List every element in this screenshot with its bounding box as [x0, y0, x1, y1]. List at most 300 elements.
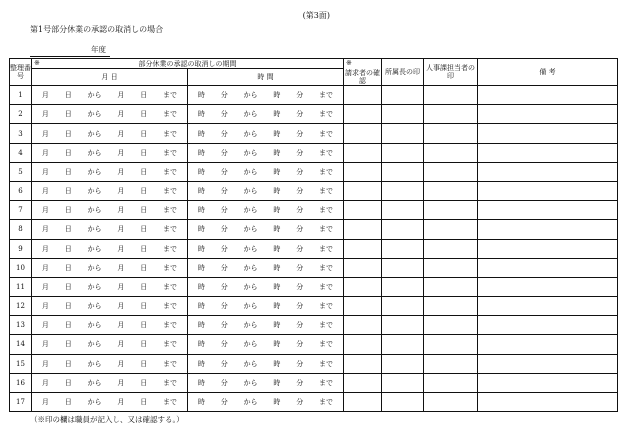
time-token: 分 [220, 282, 228, 291]
time-token: 分 [296, 110, 304, 119]
dept-head-seal-cell[interactable] [382, 239, 424, 258]
remarks-cell[interactable] [478, 143, 618, 162]
remarks-cell[interactable] [478, 335, 618, 354]
time-token: 時 [197, 397, 205, 406]
time-token: 分 [296, 167, 304, 176]
dept-head-seal-cell[interactable] [382, 392, 424, 411]
time-token: まで [319, 110, 334, 119]
time-token: 分 [296, 397, 304, 406]
row-number: 13 [10, 316, 32, 335]
date-token: 月 [117, 225, 125, 234]
row-number: 9 [10, 239, 32, 258]
row-number: 8 [10, 220, 32, 239]
date-token: 日 [64, 167, 72, 176]
time-token: 時 [197, 110, 205, 119]
remarks-cell[interactable] [478, 258, 618, 277]
hr-seal-cell[interactable] [424, 335, 478, 354]
date-token: 日 [140, 148, 148, 157]
table-row [10, 124, 618, 143]
time-token: 時 [273, 378, 281, 387]
table-row [10, 239, 618, 258]
date-range-cell[interactable] [32, 316, 188, 335]
dept-head-seal-cell[interactable] [382, 316, 424, 335]
time-range-cell[interactable] [188, 162, 344, 181]
date-range-cell[interactable] [32, 143, 188, 162]
time-token: 時 [197, 187, 205, 196]
requester-confirm-cell[interactable] [344, 335, 382, 354]
date-token: から [87, 167, 102, 176]
date-token: まで [163, 244, 178, 253]
time-token: 分 [296, 340, 304, 349]
time-token: まで [319, 340, 334, 349]
table-row [10, 220, 618, 239]
time-token: 分 [296, 282, 304, 291]
date-token: から [87, 282, 102, 291]
date-token: から [87, 148, 102, 157]
time-token: 時 [197, 244, 205, 253]
hr-seal-cell[interactable] [424, 105, 478, 124]
date-range-cell[interactable] [32, 335, 188, 354]
date-token: から [87, 359, 102, 368]
time-range-cell[interactable] [188, 373, 344, 392]
date-token: まで [163, 359, 178, 368]
time-token: 分 [220, 244, 228, 253]
requester-confirm-cell[interactable] [344, 277, 382, 296]
date-token: 日 [64, 359, 72, 368]
dept-head-seal-cell[interactable] [382, 277, 424, 296]
time-token: まで [319, 148, 334, 157]
requester-confirm-cell[interactable] [344, 124, 382, 143]
remarks-cell[interactable] [478, 182, 618, 201]
date-token: 日 [64, 302, 72, 311]
row-number-header: 整理番号 [10, 59, 32, 86]
remarks-cell[interactable] [478, 316, 618, 335]
time-token: 時 [273, 187, 281, 196]
row-number: 15 [10, 354, 32, 373]
time-token: から [243, 359, 258, 368]
time-token: 時 [197, 340, 205, 349]
time-range-cell[interactable] [188, 297, 344, 316]
time-token: まで [319, 91, 334, 100]
time-token: 時 [273, 129, 281, 138]
table-row [10, 105, 618, 124]
time-token: 分 [296, 244, 304, 253]
time-range-cell[interactable] [188, 316, 344, 335]
time-token: 時 [273, 302, 281, 311]
time-token: 時 [273, 206, 281, 215]
hr-seal-cell[interactable] [424, 143, 478, 162]
date-token: 月 [117, 244, 125, 253]
time-token: 時 [273, 282, 281, 291]
date-token: 日 [140, 263, 148, 272]
date-token: まで [163, 263, 178, 272]
remarks-cell[interactable] [478, 392, 618, 411]
time-token: 分 [220, 225, 228, 234]
date-token: 日 [140, 129, 148, 138]
requester-confirm-cell[interactable] [344, 182, 382, 201]
time-token: 分 [296, 302, 304, 311]
requester-confirm-cell[interactable] [344, 239, 382, 258]
time-range-cell[interactable] [188, 86, 344, 105]
date-token: まで [163, 148, 178, 157]
time-token: 分 [296, 263, 304, 272]
date-range-cell[interactable] [32, 162, 188, 181]
hr-seal-cell[interactable] [424, 239, 478, 258]
time-token: から [243, 263, 258, 272]
time-token: 時 [197, 302, 205, 311]
time-token: から [243, 91, 258, 100]
date-column-header: 月 日 [32, 69, 188, 86]
time-range-cell[interactable] [188, 220, 344, 239]
hr-seal-cell[interactable] [424, 182, 478, 201]
table-row [10, 258, 618, 277]
table-row [10, 201, 618, 220]
date-token: から [87, 321, 102, 330]
time-token: 時 [273, 167, 281, 176]
time-range-cell[interactable] [188, 105, 344, 124]
date-range-cell[interactable] [32, 86, 188, 105]
time-range-cell[interactable] [188, 201, 344, 220]
date-token: 日 [140, 302, 148, 311]
time-token: 時 [273, 225, 281, 234]
time-token: 時 [273, 263, 281, 272]
requester-confirm-cell[interactable] [344, 316, 382, 335]
date-token: まで [163, 187, 178, 196]
hr-seal-cell[interactable] [424, 354, 478, 373]
date-token: まで [163, 378, 178, 387]
dept-head-seal-cell[interactable] [382, 354, 424, 373]
date-token: 日 [64, 321, 72, 330]
date-range-cell[interactable] [32, 277, 188, 296]
date-token: まで [163, 397, 178, 406]
time-token: 時 [273, 91, 281, 100]
requester-confirm-cell[interactable] [344, 86, 382, 105]
time-token: 分 [220, 167, 228, 176]
date-token: 日 [64, 282, 72, 291]
page-number: (第3面) [302, 11, 330, 20]
time-token: まで [319, 206, 334, 215]
remarks-cell[interactable] [478, 239, 618, 258]
hr-seal-cell[interactable] [424, 220, 478, 239]
time-range-cell[interactable] [188, 239, 344, 258]
time-range-cell[interactable] [188, 143, 344, 162]
date-token: から [87, 187, 102, 196]
time-token: から [243, 302, 258, 311]
hr-seal-cell[interactable] [424, 201, 478, 220]
date-token: から [87, 378, 102, 387]
time-token: から [243, 340, 258, 349]
dept-head-seal-cell[interactable] [382, 258, 424, 277]
remarks-cell[interactable] [478, 86, 618, 105]
time-token: から [243, 378, 258, 387]
time-token: から [243, 321, 258, 330]
time-token: 時 [197, 321, 205, 330]
row-number: 2 [10, 105, 32, 124]
time-token: 分 [220, 148, 228, 157]
remarks-cell[interactable] [478, 297, 618, 316]
hr-seal-cell[interactable] [424, 392, 478, 411]
date-token: 月 [117, 321, 125, 330]
dept-head-seal-cell[interactable] [382, 182, 424, 201]
time-token: から [243, 110, 258, 119]
date-token: 日 [64, 187, 72, 196]
date-token: 月 [117, 167, 125, 176]
date-token: 日 [140, 282, 148, 291]
date-token: から [87, 263, 102, 272]
row-number: 17 [10, 392, 32, 411]
time-range-cell[interactable] [188, 277, 344, 296]
fiscal-year-label: 年度 [91, 45, 106, 54]
date-token: 月 [117, 206, 125, 215]
requester-confirm-header [344, 59, 382, 86]
date-token: 日 [140, 321, 148, 330]
date-token: 日 [140, 359, 148, 368]
requester-confirm-cell[interactable] [344, 297, 382, 316]
remarks-cell[interactable] [478, 201, 618, 220]
date-token: 日 [140, 91, 148, 100]
date-token: 日 [140, 244, 148, 253]
hr-seal-cell[interactable] [424, 162, 478, 181]
date-token: 月 [117, 359, 125, 368]
requester-confirm-cell[interactable] [344, 392, 382, 411]
time-token: まで [319, 187, 334, 196]
date-token: 月 [117, 378, 125, 387]
requester-confirm-cell[interactable] [344, 373, 382, 392]
time-token: 時 [273, 340, 281, 349]
dept-head-seal-cell[interactable] [382, 201, 424, 220]
time-token: 時 [197, 148, 205, 157]
date-token: 月 [41, 263, 49, 272]
time-range-cell[interactable] [188, 335, 344, 354]
requester-confirm-cell[interactable] [344, 258, 382, 277]
date-token: 月 [41, 244, 49, 253]
time-range-cell[interactable] [188, 354, 344, 373]
time-token: 分 [220, 397, 228, 406]
hr-seal-cell[interactable] [424, 316, 478, 335]
time-token: 時 [197, 167, 205, 176]
table-row [10, 277, 618, 296]
time-token: 分 [220, 129, 228, 138]
date-token: 月 [117, 282, 125, 291]
remarks-cell[interactable] [478, 354, 618, 373]
table-row [10, 316, 618, 335]
dept-head-seal-cell[interactable] [382, 86, 424, 105]
date-token: まで [163, 321, 178, 330]
period-header [32, 59, 344, 69]
time-token: 時 [273, 397, 281, 406]
hr-seal-cell[interactable] [424, 258, 478, 277]
date-token: 日 [140, 110, 148, 119]
date-token: から [87, 91, 102, 100]
dept-head-seal-cell[interactable] [382, 220, 424, 239]
date-token: 月 [117, 397, 125, 406]
hr-seal-cell[interactable] [424, 124, 478, 143]
fiscal-year-field[interactable] [30, 44, 110, 57]
hr-seal-cell[interactable] [424, 297, 478, 316]
remarks-cell[interactable] [478, 277, 618, 296]
time-range-cell[interactable] [188, 392, 344, 411]
time-token: 分 [296, 225, 304, 234]
time-token: 時 [197, 378, 205, 387]
time-token: 分 [220, 321, 228, 330]
remarks-cell[interactable] [478, 373, 618, 392]
date-token: 月 [117, 91, 125, 100]
time-token: まで [319, 321, 334, 330]
time-token: 時 [197, 282, 205, 291]
time-token: 分 [220, 206, 228, 215]
date-token: 月 [41, 91, 49, 100]
dept-head-seal-cell[interactable] [382, 105, 424, 124]
date-token: 月 [117, 110, 125, 119]
time-token: から [243, 244, 258, 253]
date-token: 月 [117, 340, 125, 349]
dept-head-seal-cell[interactable] [382, 143, 424, 162]
requester-confirm-cell[interactable] [344, 105, 382, 124]
time-token: まで [319, 225, 334, 234]
time-token: まで [319, 378, 334, 387]
date-token: まで [163, 282, 178, 291]
date-range-cell[interactable] [32, 220, 188, 239]
remarks-cell[interactable] [478, 124, 618, 143]
row-number: 6 [10, 182, 32, 201]
date-token: 日 [140, 397, 148, 406]
date-range-cell[interactable] [32, 354, 188, 373]
date-range-cell[interactable] [32, 258, 188, 277]
date-token: 月 [41, 110, 49, 119]
remarks-cell[interactable] [478, 105, 618, 124]
time-token: 分 [296, 321, 304, 330]
table-row [10, 86, 618, 105]
date-token: 日 [140, 206, 148, 215]
date-token: 日 [64, 244, 72, 253]
time-token: まで [319, 167, 334, 176]
requester-confirm-cell[interactable] [344, 162, 382, 181]
requester-confirm-cell[interactable] [344, 220, 382, 239]
time-token: 時 [197, 129, 205, 138]
remarks-header: 備 考 [478, 59, 618, 86]
time-token: 時 [197, 225, 205, 234]
date-range-cell[interactable] [32, 124, 188, 143]
date-token: 月 [41, 148, 49, 157]
date-range-cell[interactable] [32, 182, 188, 201]
dept-head-seal-header: 所属長の印 [382, 59, 424, 86]
hr-seal-cell[interactable] [424, 373, 478, 392]
row-number: 7 [10, 201, 32, 220]
period-mark: ※ [34, 59, 40, 67]
table-row [10, 162, 618, 181]
dept-head-seal-cell[interactable] [382, 162, 424, 181]
time-token: 分 [296, 129, 304, 138]
date-token: 月 [41, 129, 49, 138]
requester-confirm-cell[interactable] [344, 354, 382, 373]
date-token: 日 [140, 187, 148, 196]
date-token: 日 [64, 225, 72, 234]
date-token: 月 [41, 225, 49, 234]
table-row [10, 373, 618, 392]
time-range-cell[interactable] [188, 258, 344, 277]
dept-head-seal-cell[interactable] [382, 373, 424, 392]
date-token: 日 [140, 225, 148, 234]
time-token: まで [319, 359, 334, 368]
time-token: から [243, 187, 258, 196]
date-token: から [87, 206, 102, 215]
table-row [10, 297, 618, 316]
row-number: 16 [10, 373, 32, 392]
time-token: まで [319, 282, 334, 291]
form-title: 第1号部分休業の承認の取消しの場合 [30, 25, 164, 34]
date-token: 日 [140, 378, 148, 387]
table-row [10, 354, 618, 373]
date-range-cell[interactable] [32, 201, 188, 220]
date-token: 月 [41, 187, 49, 196]
time-token: 分 [220, 378, 228, 387]
remarks-cell[interactable] [478, 162, 618, 181]
dept-head-seal-cell[interactable] [382, 297, 424, 316]
hr-seal-cell[interactable] [424, 277, 478, 296]
date-token: から [87, 110, 102, 119]
time-token: 分 [296, 359, 304, 368]
date-token: 月 [41, 206, 49, 215]
time-range-cell[interactable] [188, 124, 344, 143]
date-token: 月 [117, 302, 125, 311]
dept-head-seal-cell[interactable] [382, 124, 424, 143]
date-token: まで [163, 110, 178, 119]
date-token: から [87, 302, 102, 311]
date-token: から [87, 340, 102, 349]
date-range-cell[interactable] [32, 373, 188, 392]
row-number: 12 [10, 297, 32, 316]
time-token: 分 [220, 340, 228, 349]
date-token: から [87, 397, 102, 406]
time-token: 時 [273, 148, 281, 157]
time-token: から [243, 148, 258, 157]
time-token: 分 [220, 187, 228, 196]
date-token: 日 [64, 206, 72, 215]
date-token: 日 [64, 263, 72, 272]
row-number: 4 [10, 143, 32, 162]
time-range-cell[interactable] [188, 182, 344, 201]
time-token: から [243, 206, 258, 215]
time-token: 時 [197, 206, 205, 215]
date-token: まで [163, 225, 178, 234]
time-token: まで [319, 397, 334, 406]
hr-seal-cell[interactable] [424, 86, 478, 105]
date-token: 月 [117, 129, 125, 138]
date-token: 月 [41, 167, 49, 176]
date-range-cell[interactable] [32, 392, 188, 411]
date-token: 日 [64, 110, 72, 119]
date-range-cell[interactable] [32, 239, 188, 258]
row-number: 10 [10, 258, 32, 277]
time-token: 時 [197, 91, 205, 100]
dept-head-seal-cell[interactable] [382, 335, 424, 354]
date-range-cell[interactable] [32, 105, 188, 124]
time-token: 分 [220, 359, 228, 368]
time-token: 時 [197, 263, 205, 272]
requester-mark: ※ [346, 59, 352, 67]
requester-confirm-cell[interactable] [344, 201, 382, 220]
time-token: 時 [273, 110, 281, 119]
time-token: 分 [220, 263, 228, 272]
time-token: 分 [296, 206, 304, 215]
requester-confirm-cell[interactable] [344, 143, 382, 162]
time-token: 時 [273, 359, 281, 368]
date-range-cell[interactable] [32, 297, 188, 316]
date-token: 日 [64, 91, 72, 100]
remarks-cell[interactable] [478, 220, 618, 239]
table-row [10, 335, 618, 354]
date-token: 日 [140, 167, 148, 176]
